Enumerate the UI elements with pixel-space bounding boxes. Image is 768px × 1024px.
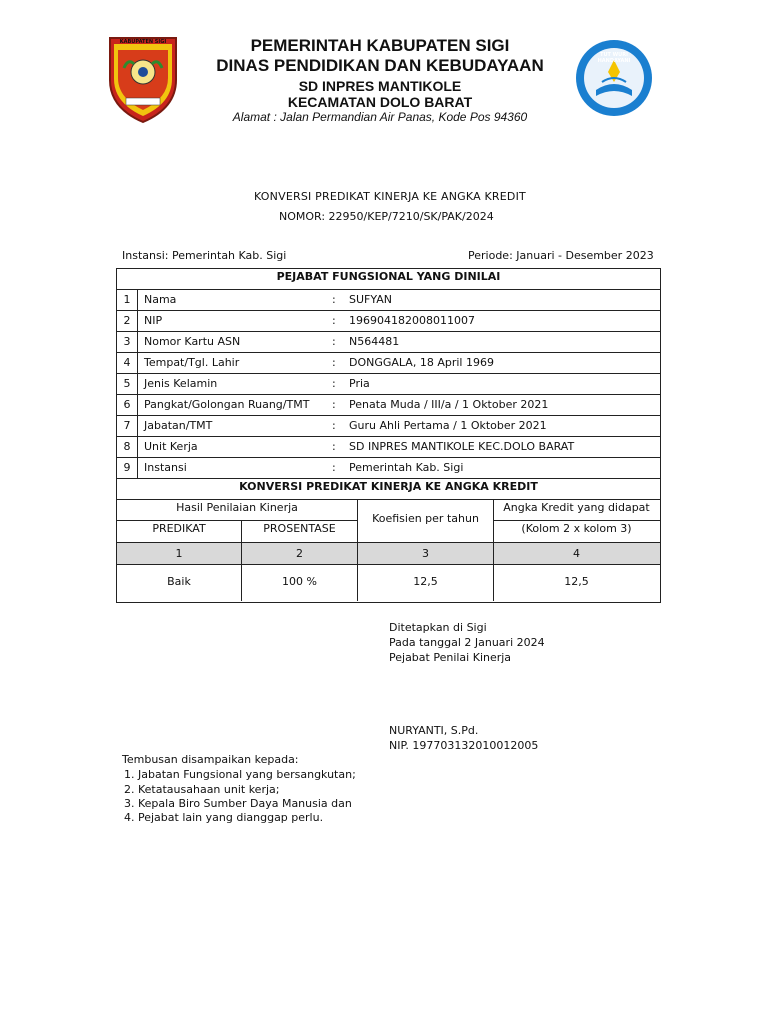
row-value: SUFYAN xyxy=(349,293,392,306)
row-number: 9 xyxy=(117,458,138,478)
angka-kredit-header: Angka Kredit yang didapat xyxy=(503,501,650,514)
signature-place: Ditetapkan di Sigi xyxy=(389,621,487,634)
letterhead-agency: DINAS PENDIDIKAN DAN KEBUDAYAAN xyxy=(216,56,544,75)
row-colon: : xyxy=(332,335,336,348)
signatory-nip: NIP. 197703132010012005 xyxy=(389,739,539,752)
row-number: 4 xyxy=(117,353,138,373)
row-colon: : xyxy=(332,440,336,453)
conversion-section-header xyxy=(117,479,660,500)
right-logo-text: TUT WURI HANDAYANI xyxy=(597,52,631,64)
row-colon: : xyxy=(332,293,336,306)
row-colon: : xyxy=(332,356,336,369)
officer-table xyxy=(116,268,661,603)
value-prosentase: 100 % xyxy=(282,575,317,588)
column-number-1: 1 xyxy=(175,547,183,560)
periode-label: Periode: Januari - Desember 2023 xyxy=(468,249,654,262)
divider xyxy=(117,520,357,521)
letterhead-school: SD INPRES MANTIKOLE xyxy=(298,78,462,94)
row-value: SD INPRES MANTIKOLE KEC.DOLO BARAT xyxy=(349,440,575,453)
table-row xyxy=(117,395,660,416)
value-angka-kredit: 12,5 xyxy=(564,575,589,588)
letterhead-government: PEMERINTAH KABUPATEN SIGI xyxy=(250,36,510,55)
divider xyxy=(493,520,660,521)
row-number: 5 xyxy=(117,374,138,394)
officer-section-title: PEJABAT FUNGSIONAL YANG DINILAI xyxy=(276,270,501,283)
row-value: 196904182008011007 xyxy=(349,314,475,327)
instansi-label: Instansi: Pemerintah Kab. Sigi xyxy=(122,249,287,262)
signatory-name: NURYANTI, S.Pd. xyxy=(389,724,479,737)
officer-section-header xyxy=(117,269,660,290)
table-row xyxy=(117,437,660,458)
divider xyxy=(241,521,242,601)
row-colon: : xyxy=(332,314,336,327)
row-number: 2 xyxy=(117,311,138,331)
row-label: Instansi xyxy=(144,461,187,474)
cc-item: 3. Kepala Biro Sumber Daya Manusia dan xyxy=(124,797,352,810)
row-number: 8 xyxy=(117,437,138,457)
signature-date: Pada tanggal 2 Januari 2024 xyxy=(389,636,545,649)
row-colon: : xyxy=(332,377,336,390)
row-colon: : xyxy=(332,398,336,411)
letterhead-address: Alamat : Jalan Permandian Air Panas, Kode Pos 94360 xyxy=(232,110,528,124)
angka-kredit-subheader: (Kolom 2 x kolom 3) xyxy=(521,522,632,535)
document-number: NOMOR: 22950/KEP/7210/SK/PAK/2024 xyxy=(279,210,494,223)
conversion-section-title: KONVERSI PREDIKAT KINERJA KE ANGKA KREDIT xyxy=(239,480,538,493)
row-number: 1 xyxy=(117,290,138,310)
predikat-header: PREDIKAT xyxy=(152,522,206,535)
row-number: 7 xyxy=(117,416,138,436)
row-label: Unit Kerja xyxy=(144,440,198,453)
row-value: DONGGALA, 18 April 1969 xyxy=(349,356,494,369)
cc-item: 1. Jabatan Fungsional yang bersangkutan; xyxy=(124,768,356,781)
divider xyxy=(493,500,494,601)
row-label: Jenis Kelamin xyxy=(144,377,218,390)
value-predikat: Baik xyxy=(167,575,191,588)
row-label: NIP xyxy=(144,314,163,327)
table-row xyxy=(117,416,660,437)
table-row xyxy=(117,353,660,374)
row-colon: : xyxy=(332,461,336,474)
table-row xyxy=(117,290,660,311)
table-row xyxy=(117,458,660,479)
document-title: KONVERSI PREDIKAT KINERJA KE ANGKA KREDIT xyxy=(254,190,526,203)
cc-title: Tembusan disampaikan kepada: xyxy=(122,753,299,766)
row-colon: : xyxy=(332,419,336,432)
divider xyxy=(357,500,358,601)
tut-wuri-handayani-logo xyxy=(574,38,654,118)
row-value: Pemerintah Kab. Sigi xyxy=(349,461,464,474)
kabupaten-sigi-logo xyxy=(106,28,180,124)
value-koefisien: 12,5 xyxy=(413,575,438,588)
hasil-header: Hasil Penilaian Kinerja xyxy=(176,501,298,514)
row-label: Jabatan/TMT xyxy=(144,419,213,432)
table-row xyxy=(117,311,660,332)
table-row xyxy=(117,374,660,395)
row-value: Pria xyxy=(349,377,370,390)
row-label: Nomor Kartu ASN xyxy=(144,335,241,348)
row-label: Pangkat/Golongan Ruang/TMT xyxy=(144,398,310,411)
row-label: Nama xyxy=(144,293,177,306)
cc-item: 2. Ketatausahaan unit kerja; xyxy=(124,783,280,796)
column-number-3: 3 xyxy=(422,547,429,560)
table-row xyxy=(117,332,660,353)
letterhead-district: KECAMATAN DOLO BARAT xyxy=(287,94,473,110)
row-value: Penata Muda / III/a / 1 Oktober 2021 xyxy=(349,398,549,411)
column-number-2: 2 xyxy=(296,547,303,560)
signature-role: Pejabat Penilai Kinerja xyxy=(389,651,512,664)
cc-item: 4. Pejabat lain yang dianggap perlu. xyxy=(124,811,324,824)
row-number: 3 xyxy=(117,332,138,352)
koefisien-header: Koefisien per tahun xyxy=(372,512,479,525)
left-logo-text: KABUPATEN SIGI xyxy=(119,39,167,45)
row-value: N564481 xyxy=(349,335,400,348)
row-value: Guru Ahli Pertama / 1 Oktober 2021 xyxy=(349,419,547,432)
column-number-4: 4 xyxy=(573,547,580,560)
row-label: Tempat/Tgl. Lahir xyxy=(144,356,240,369)
prosentase-header: PROSENTASE xyxy=(263,522,336,535)
row-number: 6 xyxy=(117,395,138,415)
